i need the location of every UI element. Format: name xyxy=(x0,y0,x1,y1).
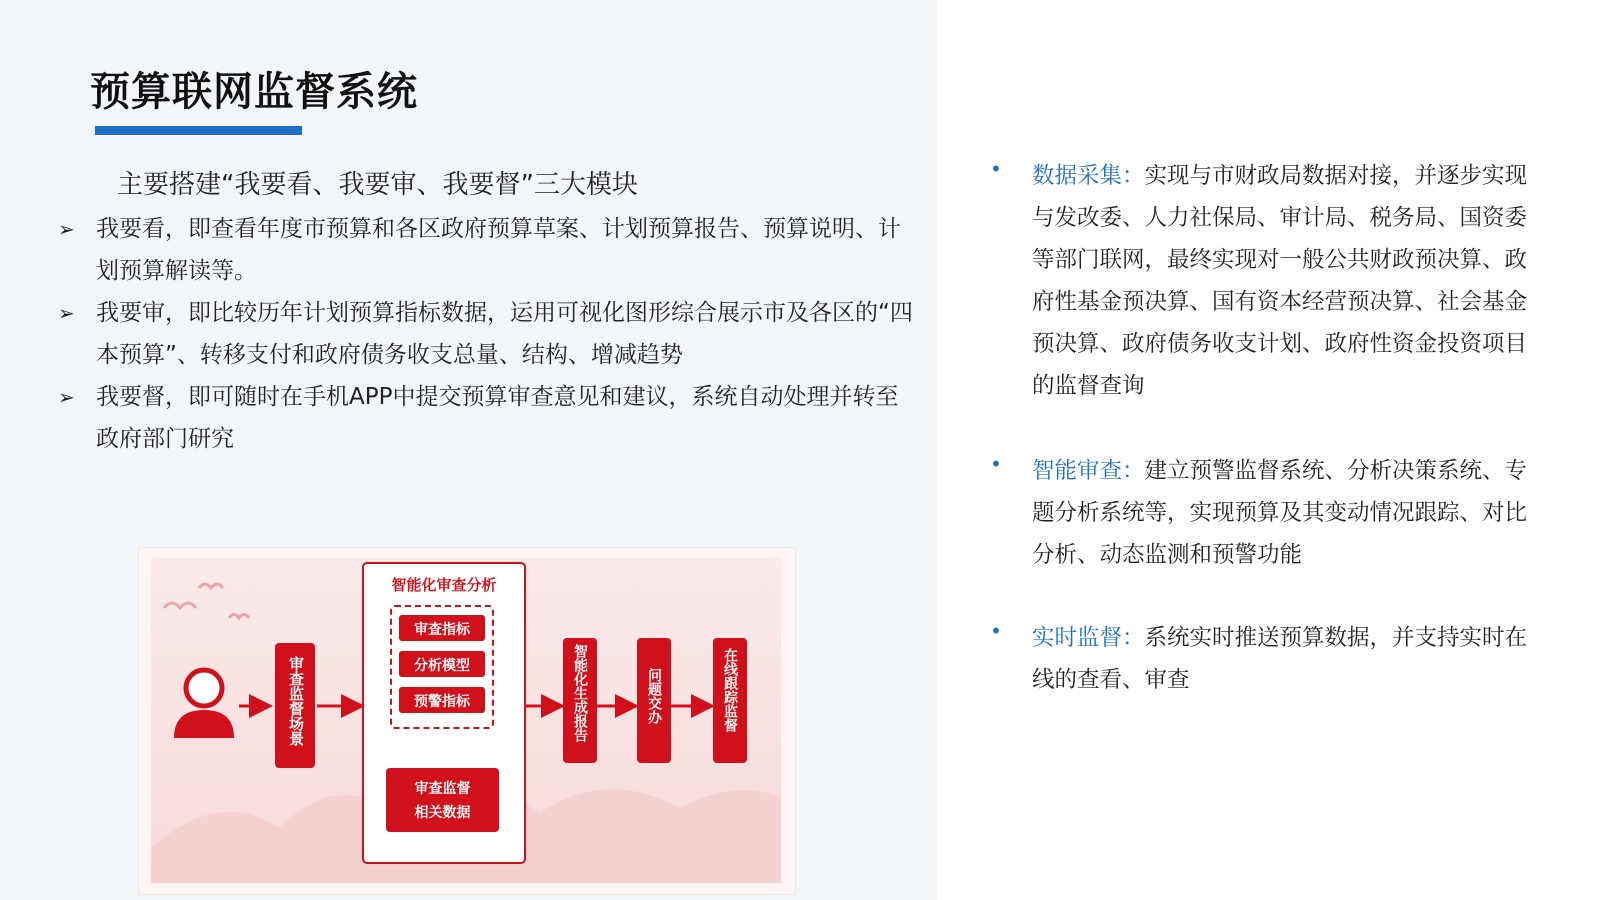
right-item-key: 数据采集： xyxy=(1032,163,1145,189)
item-label: 分析模型 xyxy=(414,658,470,674)
bullet-item xyxy=(58,292,918,376)
right-item-text: 系统实时推送预算数据，并支持实时在线的查看、审查 xyxy=(1032,625,1528,693)
arrow-icon: ➢ xyxy=(58,217,75,241)
flow-diagram xyxy=(138,547,796,895)
report-label: 智能化生成报告 xyxy=(572,644,588,742)
flow-diagram-svg xyxy=(139,548,795,894)
right-item-key: 实时监督： xyxy=(1032,625,1145,651)
item-label: 审查指标 xyxy=(414,622,470,638)
right-item-body xyxy=(1032,155,1535,407)
page-title: 预算联网监督系统 xyxy=(90,69,418,115)
right-item-data-collection xyxy=(990,155,1535,407)
bullet-text: 我要审，即比较历年计划预算指标数据，运用可视化图形综合展示市及各区的“四本预算”、转移支付和政府债务收支总量、结构、增减趋势 xyxy=(96,300,913,368)
scene-label: 审查监督场景 xyxy=(287,656,305,746)
bullet-dot-icon: • xyxy=(990,619,1002,643)
bullet-dot-icon: • xyxy=(990,452,1002,476)
right-item-key: 智能审查： xyxy=(1032,458,1145,484)
right-item-body xyxy=(1032,617,1535,701)
data-label-line1: 审查监督 xyxy=(414,781,471,797)
handover-label: 问题交办 xyxy=(646,668,662,724)
right-item-body xyxy=(1032,450,1535,576)
item-label: 预警指标 xyxy=(414,694,470,710)
bullet-dot-icon: • xyxy=(990,157,1002,181)
bullet-item xyxy=(58,208,918,292)
arrow-icon: ➢ xyxy=(58,385,75,409)
bullet-text: 我要督，即可随时在手机APP中提交预算审查意见和建议，系统自动处理并转至政府部门研究 xyxy=(96,384,899,452)
bullet-text: 我要看，即查看年度市预算和各区政府预算草案、计划预算报告、预算说明、计划预算解读等。 xyxy=(96,216,901,284)
intro-text: 主要搭建“我要看、我要审、我要督”三大模块 xyxy=(117,170,638,200)
bullet-list xyxy=(58,208,918,460)
arrow-icon: ➢ xyxy=(58,301,75,325)
bullet-item xyxy=(58,376,918,460)
group-title: 智能化审查分析 xyxy=(391,576,497,594)
right-item-text: 实现与市财政局数据对接，并逐步实现与发改委、人力社保局、审计局、税务局、国资委等部门联网，最终实现对一般公共财政预决算、政府性基金预决算、国有资本经营预决算、社会基金预决算、政府债务收支计划、政府性资金投资项目的监督查询 xyxy=(1032,163,1528,399)
title-underline xyxy=(95,126,302,135)
right-item-smart-review xyxy=(990,450,1535,576)
tracking-label: 在线跟踪监督 xyxy=(722,648,738,732)
right-item-text: 建立预警监督系统、分析决策系统、专题分析系统等，实现预算及其变动情况跟踪、对比分析、动态监测和预警功能 xyxy=(1032,458,1528,568)
right-item-realtime xyxy=(990,617,1535,701)
data-label-line2: 相关数据 xyxy=(414,805,471,821)
